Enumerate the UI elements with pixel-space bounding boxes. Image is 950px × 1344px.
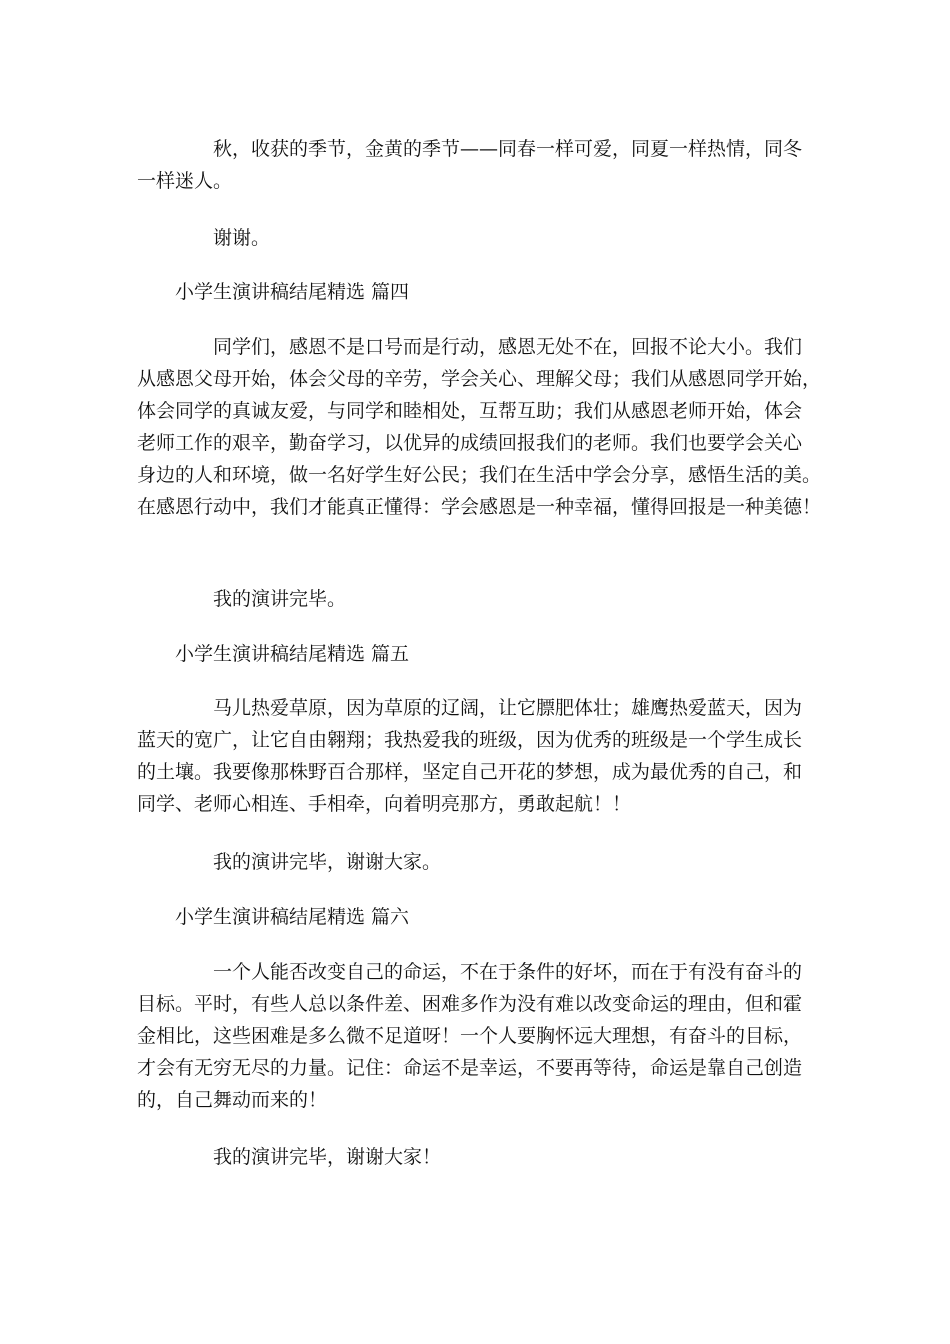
heading-text: 小学生演讲稿结尾精选 篇五 [175,643,410,665]
text-line: 蓝天的宽广，让它自由翱翔；我热爱我的班级，因为优秀的班级是一个学生成长 [137,729,803,751]
paragraph-destiny [137,956,817,1116]
text-line: 老师工作的艰辛，勤奋学习，以优异的成绩回报我们的老师。我们也要学会关心 [137,432,803,454]
text-line: 从感恩父母开始，体会父母的辛劳，学会关心、理解父母；我们从感恩同学开始， [137,368,822,390]
text-line: 一样迷人。 [137,170,233,192]
text-line: 的土壤。我要像那株野百合那样，坚定自己开花的梦想，成为最优秀的自己，和 [137,761,803,783]
paragraph-autumn [137,133,817,197]
text-line: 体会同学的真诚友爱，与同学和睦相处，互帮互助；我们从感恩老师开始，体会 [137,400,803,422]
text-line: 在感恩行动中，我们才能真正懂得：学会感恩是一种幸福，懂得回报是一种美德！ [137,496,822,518]
paragraph-speech-end-2 [137,846,817,878]
text-line: 谢谢。 [213,227,271,249]
text-line: 的，自己舞动而来的！ [137,1089,328,1111]
text-line: 同学、老师心相连、手相牵，向着明亮那方，勇敢起航！！ [137,793,632,815]
heading-text: 小学生演讲稿结尾精选 篇四 [175,281,410,303]
text-line: 我的演讲完毕。 [213,588,347,610]
heading-text: 小学生演讲稿结尾精选 篇六 [175,906,410,928]
text-line: 我的演讲完毕，谢谢大家！ [213,1146,442,1168]
section-heading-5 [137,638,817,670]
text-line: 目标。平时，有些人总以条件差、困难多作为没有难以改变命运的理由，但和霍 [137,993,803,1015]
paragraph-speech-end-1 [137,583,817,615]
paragraph-gratitude [137,331,822,523]
text-line: 秋，收获的季节，金黄的季节——同春一样可爱，同夏一样热情，同冬 [213,138,803,160]
text-line: 身边的人和环境，做一名好学生好公民；我们在生活中学会分享，感悟生活的美。 [137,464,822,486]
text-line: 才会有无穷无尽的力量。记住：命运不是幸运，不要再等待，命运是靠自己创造 [137,1057,803,1079]
section-heading-4 [137,276,817,308]
paragraph-thanks [137,222,817,254]
paragraph-horse-eagle [137,692,817,820]
text-line: 金相比，这些困难是多么微不足道呀！一个人要胸怀远大理想，有奋斗的目标， [137,1025,803,1047]
text-line: 马儿热爱草原，因为草原的辽阔，让它膘肥体壮；雄鹰热爱蓝天，因为 [213,697,803,719]
paragraph-speech-end-3 [137,1141,817,1173]
section-heading-6 [137,901,817,933]
text-line: 我的演讲完毕，谢谢大家。 [213,851,442,873]
text-line: 同学们，感恩不是口号而是行动，感恩无处不在，回报不论大小。我们 [213,336,803,358]
text-line: 一个人能否改变自己的命运，不在于条件的好坏，而在于有没有奋斗的 [213,961,803,983]
